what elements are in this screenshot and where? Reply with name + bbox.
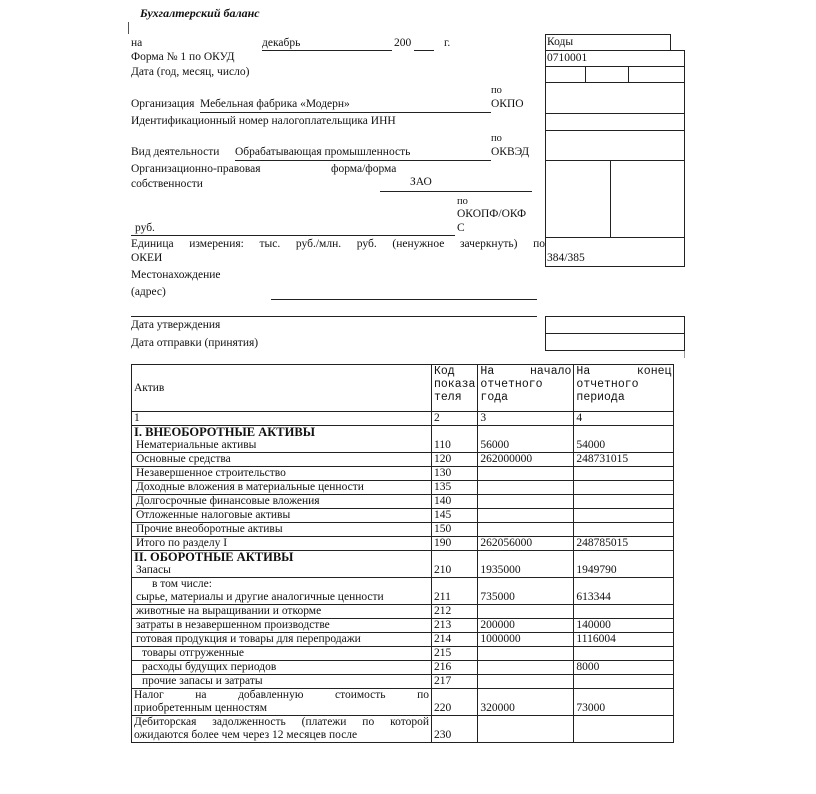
- row-spacer: [674, 551, 689, 578]
- okei-code-value: 384/385: [547, 252, 585, 264]
- row-name-cell: [132, 523, 432, 537]
- table-row: [132, 509, 689, 523]
- po-okopf-label: по: [457, 196, 468, 207]
- col-header-end: [574, 365, 674, 412]
- row-spacer: [674, 633, 689, 647]
- row-name: в том числе:: [152, 578, 212, 590]
- row-spacer: [674, 537, 689, 551]
- row-start-value[interactable]: 262056000: [478, 537, 574, 551]
- row-code: 145: [432, 509, 478, 523]
- row-end-value[interactable]: 1949790: [574, 551, 674, 578]
- row-start-value[interactable]: [478, 716, 574, 743]
- organization-label: Организация: [131, 98, 195, 110]
- okud-code-value: 0710001: [547, 52, 588, 64]
- table-row: [132, 716, 689, 743]
- row-code: 217: [432, 675, 478, 689]
- row-name: Основные средства: [136, 453, 231, 465]
- row-code: 150: [432, 523, 478, 537]
- row-end-value[interactable]: 1116004: [574, 633, 674, 647]
- row-name: Доходные вложения в материальные ценности: [136, 481, 364, 493]
- date-month-divider: [628, 66, 629, 83]
- location-label-2: (адрес): [131, 286, 166, 298]
- table-row: [132, 523, 689, 537]
- row-start-value[interactable]: [478, 467, 574, 481]
- row-code: 214: [432, 633, 478, 647]
- okopf-code-cell[interactable]: [545, 160, 685, 238]
- row-spacer: [674, 523, 689, 537]
- table-row: [132, 689, 689, 716]
- form-okud-label: Форма № 1 по ОКУД: [131, 51, 235, 63]
- row-end-value[interactable]: [574, 481, 674, 495]
- table-header-row: [132, 365, 689, 412]
- row-name: Нематериальные активы: [136, 439, 257, 451]
- col-number-2: 2: [432, 412, 478, 426]
- col-number-1: 1: [132, 412, 432, 426]
- col-number-4: 4: [574, 412, 674, 426]
- row-start-value[interactable]: [478, 523, 574, 537]
- row-code: 211: [432, 591, 478, 605]
- row-spacer: [674, 453, 689, 467]
- row-spacer: [674, 689, 689, 716]
- col-header-start: [478, 365, 574, 412]
- table-row: [132, 481, 689, 495]
- rub-label: руб.: [135, 222, 155, 234]
- table-row: [132, 495, 689, 509]
- okopf-label-2: С: [457, 222, 465, 234]
- row-spacer: [674, 509, 689, 523]
- activity-value[interactable]: Обрабатывающая промышленность: [235, 146, 411, 158]
- row-name: Незавершенное строительство: [136, 467, 286, 479]
- legal-form-value[interactable]: ЗАО: [410, 176, 432, 188]
- margin-mark: [684, 351, 685, 358]
- inn-label: Идентификационный номер налогоплательщика ИНН: [131, 115, 396, 127]
- row-name-line-1: Налог на добавленную стоимость по: [134, 689, 429, 701]
- row-name: Отложенные налоговые активы: [136, 509, 291, 521]
- month-underline: [262, 50, 392, 51]
- row-end-value[interactable]: [574, 605, 674, 619]
- start-header-word-1: На: [480, 365, 495, 378]
- row-end-value[interactable]: 613344: [574, 591, 674, 605]
- row-spacer: [674, 495, 689, 509]
- table-row: [132, 591, 689, 605]
- row-end-value[interactable]: [574, 509, 674, 523]
- organization-underline: [200, 112, 491, 113]
- date-year-divider: [585, 66, 586, 83]
- table-row: [132, 453, 689, 467]
- row-name: расходы будущих периодов: [142, 661, 277, 673]
- row-code: 210: [432, 551, 478, 578]
- row-name: Итого по разделу I: [136, 537, 228, 549]
- row-name-cell: [132, 689, 432, 716]
- row-spacer: [674, 661, 689, 675]
- row-name: готовая продукция и товары для перепродажи: [136, 633, 361, 645]
- start-header-line-3: года: [480, 391, 509, 404]
- row-name-cell: [132, 537, 432, 551]
- row-start-value[interactable]: [478, 509, 574, 523]
- row-code: [432, 578, 478, 592]
- row-start-value[interactable]: [478, 661, 574, 675]
- year-prefix: 200: [394, 37, 412, 49]
- row-name-cell: [132, 647, 432, 661]
- start-header-line-2: отчетного: [480, 378, 543, 391]
- row-spacer: [674, 619, 689, 633]
- row-spacer: [674, 467, 689, 481]
- row-name-line-2: приобретенным ценностям: [134, 702, 267, 714]
- row-name-cell: [132, 426, 432, 453]
- row-code: 213: [432, 619, 478, 633]
- row-name-cell: [132, 467, 432, 481]
- row-name: Долгосрочные финансовые вложения: [136, 495, 320, 507]
- row-end-value[interactable]: [574, 467, 674, 481]
- col-header-code: [432, 365, 478, 412]
- row-name-cell: [132, 495, 432, 509]
- year-blank[interactable]: [414, 50, 434, 51]
- row-name: Запасы: [136, 564, 171, 576]
- row-name-cell: [132, 551, 432, 578]
- row-code: 190: [432, 537, 478, 551]
- row-code: 130: [432, 467, 478, 481]
- row-name: товары отгруженные: [142, 647, 244, 659]
- legal-form-label-2: форма/форма: [331, 163, 397, 175]
- row-end-value[interactable]: 73000: [574, 689, 674, 716]
- codes-header-cell: [545, 34, 671, 51]
- row-start-value[interactable]: 1935000: [478, 551, 574, 578]
- code-header-line-2: показа: [434, 378, 476, 391]
- code-header-line-3: теля: [434, 391, 462, 404]
- table-row: [132, 467, 689, 481]
- row-end-value[interactable]: 248785015: [574, 537, 674, 551]
- address-underline-1[interactable]: [271, 299, 537, 300]
- row-start-value[interactable]: 262000000: [478, 453, 574, 467]
- okopf-okfs-divider: [610, 160, 611, 238]
- activity-label: Вид деятельности: [131, 146, 220, 158]
- row-end-value[interactable]: [574, 578, 674, 592]
- organization-value[interactable]: Мебельная фабрика «Модерн»: [200, 98, 350, 110]
- row-start-value[interactable]: [478, 578, 574, 592]
- table-row: [132, 647, 689, 661]
- row-code: 212: [432, 605, 478, 619]
- row-end-value[interactable]: 54000: [574, 426, 674, 453]
- row-name-cell: [132, 661, 432, 675]
- column-number-row: [132, 412, 689, 426]
- okud-code-cell[interactable]: [545, 50, 685, 67]
- legal-form-underline: [380, 191, 532, 192]
- row-spacer: [674, 647, 689, 661]
- row-spacer: [674, 591, 689, 605]
- row-end-value[interactable]: 248731015: [574, 453, 674, 467]
- send-date-cell[interactable]: [545, 333, 685, 351]
- month-value[interactable]: декабрь: [262, 37, 301, 49]
- row-name-cell: [132, 591, 432, 605]
- row-start-value[interactable]: [478, 495, 574, 509]
- table-row: [132, 661, 689, 675]
- text-cursor: [128, 22, 129, 34]
- row-start-value[interactable]: 735000: [478, 591, 574, 605]
- row-spacer: [674, 578, 689, 592]
- row-name-cell: [132, 716, 432, 743]
- row-name: прочие запасы и затраты: [142, 675, 263, 687]
- row-start-value[interactable]: [478, 647, 574, 661]
- inn-code-cell[interactable]: [545, 113, 685, 131]
- row-start-value[interactable]: [478, 481, 574, 495]
- row-name-cell: [132, 481, 432, 495]
- row-end-value[interactable]: 140000: [574, 619, 674, 633]
- row-code: 140: [432, 495, 478, 509]
- row-name-cell: [132, 453, 432, 467]
- table-row: [132, 619, 689, 633]
- row-name: затраты в незавершенном производстве: [136, 619, 330, 631]
- legal-form-label-3: собственности: [131, 178, 203, 190]
- row-name-line-1: Дебиторская задолженность (платежи по которой: [134, 716, 429, 728]
- row-spacer: [674, 481, 689, 495]
- okpo-label: ОКПО: [491, 98, 524, 110]
- row-start-value[interactable]: 200000: [478, 619, 574, 633]
- row-code: 220: [432, 689, 478, 716]
- section-title: II. ОБОРОТНЫЕ АКТИВЫ: [134, 550, 294, 564]
- end-header-line-2: отчетного: [576, 378, 639, 391]
- table-row: [132, 537, 689, 551]
- table-row: [132, 578, 689, 592]
- row-end-value[interactable]: [574, 523, 674, 537]
- approval-date-cell[interactable]: [545, 316, 685, 334]
- row-end-value[interactable]: [574, 716, 674, 743]
- row-name-cell: [132, 578, 432, 592]
- row-end-value[interactable]: [574, 675, 674, 689]
- row-name-cell: [132, 633, 432, 647]
- row-code: 110: [432, 426, 478, 453]
- table-row: [132, 675, 689, 689]
- po-okved-label: по: [491, 133, 502, 144]
- send-date-label: Дата отправки (принятия): [131, 337, 259, 349]
- row-code: 120: [432, 453, 478, 467]
- row-spacer: [674, 716, 689, 743]
- unit-label: Единица измерения: тыс. руб./млн. руб. (ненужное зачеркнуть) по: [131, 238, 545, 250]
- table-body: [132, 426, 689, 743]
- row-end-value[interactable]: 8000: [574, 661, 674, 675]
- end-header-word-1: На: [576, 365, 591, 378]
- okved-code-cell[interactable]: [545, 130, 685, 161]
- row-code: 230: [432, 716, 478, 743]
- row-spacer: [674, 605, 689, 619]
- start-header-word-2: начало: [530, 365, 572, 378]
- table-row: [132, 605, 689, 619]
- table-row: [132, 551, 689, 578]
- row-name-line-2: ожидаются более чем через 12 месяцев после: [134, 729, 358, 741]
- row-start-value[interactable]: 1000000: [478, 633, 574, 647]
- row-name: сырье, материалы и другие аналогичные ценности: [136, 591, 384, 603]
- po-okpo-label: по: [491, 85, 502, 96]
- row-spacer: [674, 426, 689, 453]
- col-number-3: 3: [478, 412, 574, 426]
- row-start-value[interactable]: 56000: [478, 426, 574, 453]
- balance-table: [131, 364, 689, 743]
- date-code-cell[interactable]: [545, 66, 685, 83]
- date-label: Дата (год, месяц, число): [131, 66, 250, 78]
- document-title: Бухгалтерский баланс: [140, 6, 260, 20]
- approval-date-label: Дата утверждения: [131, 319, 221, 331]
- end-header-line-3: периода: [576, 391, 625, 404]
- section-title: I. ВНЕОБОРОТНЫЕ АКТИВЫ: [134, 425, 315, 439]
- year-suffix: г.: [444, 37, 451, 49]
- table-row: [132, 426, 689, 453]
- okopf-label-1: ОКОПФ/ОКФ: [457, 208, 527, 220]
- activity-underline: [235, 160, 491, 161]
- legal-form-label-1: Организационно-правовая: [131, 163, 261, 175]
- row-code: 216: [432, 661, 478, 675]
- row-name-cell: [132, 509, 432, 523]
- codes-header-label: Коды: [547, 36, 574, 48]
- code-header-line-1: Код: [434, 365, 455, 378]
- table-row: [132, 633, 689, 647]
- header-spacer: [674, 365, 689, 412]
- row-name-cell: [132, 605, 432, 619]
- okpo-code-cell[interactable]: [545, 82, 685, 114]
- date-prefix-label: на: [131, 37, 143, 49]
- row-name: Прочие внеоборотные активы: [136, 523, 283, 535]
- row-code: 215: [432, 647, 478, 661]
- row-end-value[interactable]: [574, 495, 674, 509]
- okopf-underline: [131, 235, 455, 236]
- row-end-value[interactable]: [574, 647, 674, 661]
- row-spacer: [674, 675, 689, 689]
- row-start-value[interactable]: [478, 605, 574, 619]
- col-header-asset: Актив: [132, 365, 432, 412]
- okei-code-cell[interactable]: [545, 237, 685, 267]
- number-spacer: [674, 412, 689, 426]
- okei-label: ОКЕИ: [131, 252, 163, 264]
- address-underline-2[interactable]: [131, 316, 537, 317]
- row-code: 135: [432, 481, 478, 495]
- row-name-cell: [132, 619, 432, 633]
- row-name-cell: [132, 675, 432, 689]
- row-start-value[interactable]: [478, 675, 574, 689]
- location-label-1: Местонахождение: [131, 269, 221, 281]
- end-header-word-2: конец: [636, 365, 672, 378]
- okved-label: ОКВЭД: [491, 146, 530, 158]
- row-start-value[interactable]: 320000: [478, 689, 574, 716]
- row-name: животные на выращивании и откорме: [136, 605, 322, 617]
